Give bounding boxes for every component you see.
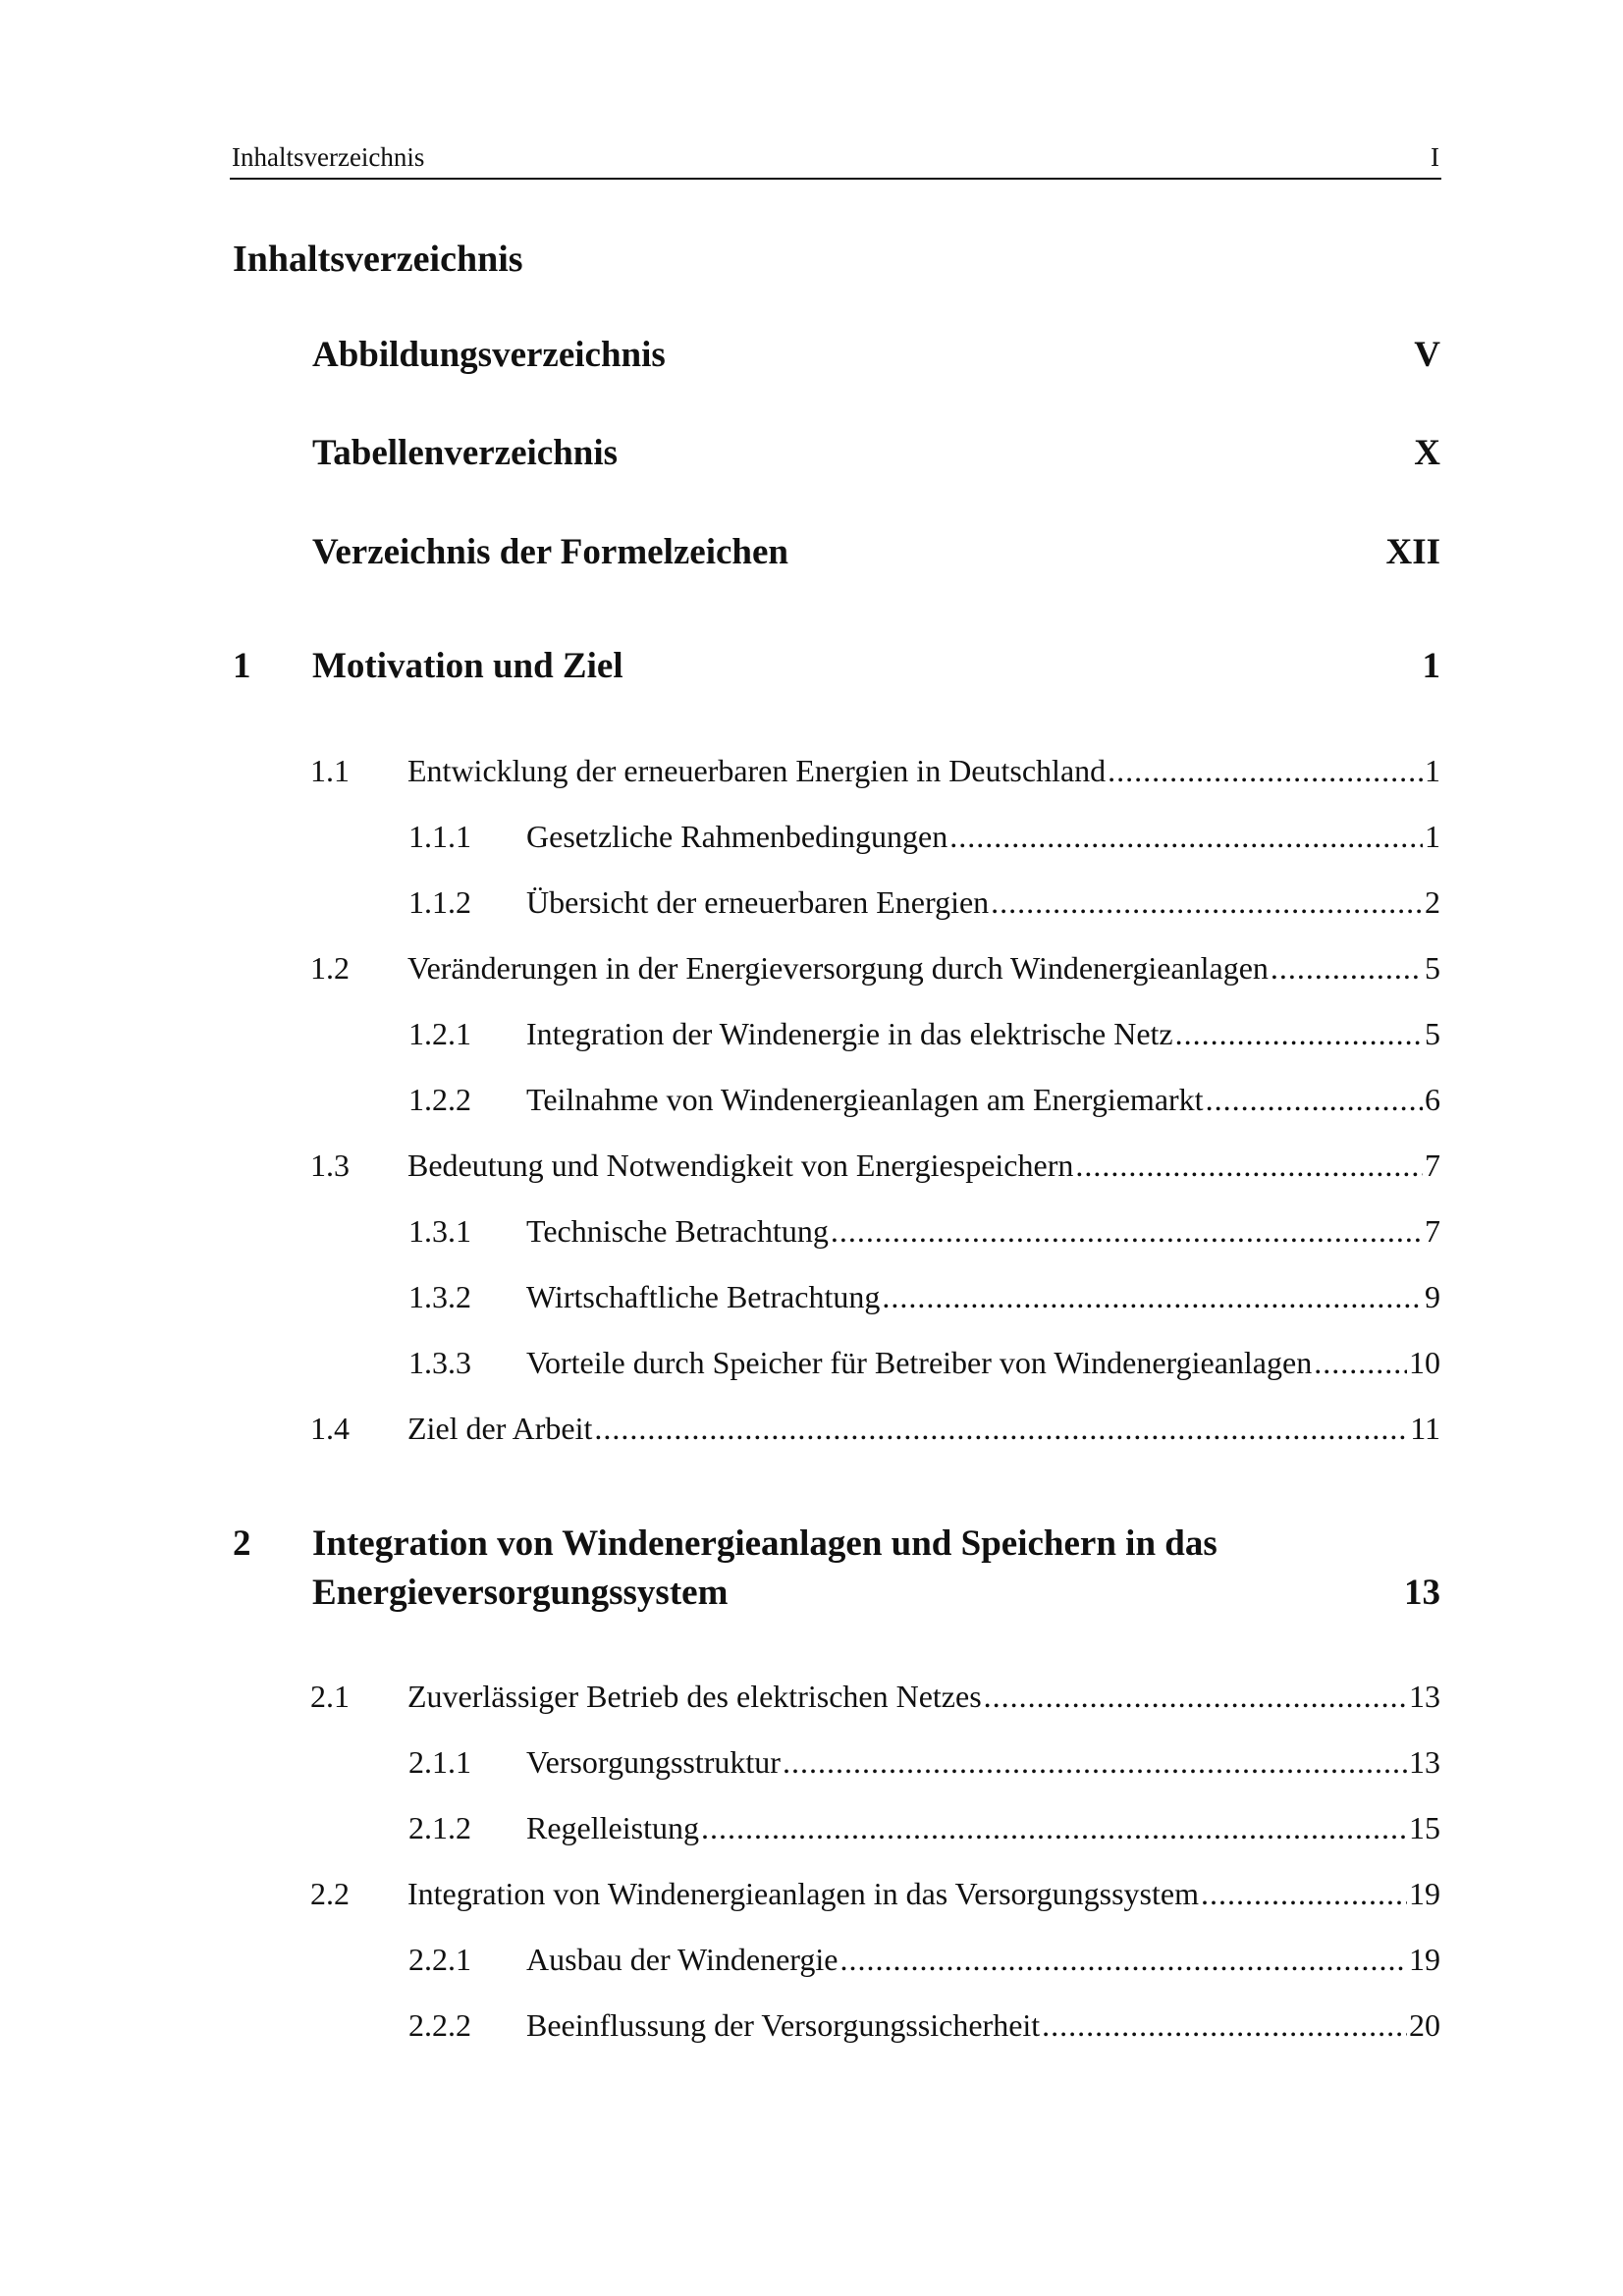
- toc-entry-number: 2.2: [310, 1876, 350, 1911]
- dot-leader: [1206, 1078, 1423, 1121]
- toc-entry-page: 9: [1425, 1279, 1440, 1314]
- toc-entry-page: 1: [1425, 819, 1440, 854]
- toc-subsection-entry[interactable]: [408, 2003, 1440, 2047]
- toc-entry-page: 7: [1425, 1148, 1440, 1183]
- toc-entry-text: Integration der Windenergie in das elektrische Netz: [526, 1016, 1173, 1051]
- toc-entry-text: Tabellenverzeichnis: [312, 433, 619, 473]
- dot-leader: [1075, 1144, 1423, 1187]
- toc-entry-page: 19: [1409, 1942, 1440, 1977]
- toc-subsection-entry[interactable]: [408, 815, 1440, 858]
- toc-entry-page: 1: [1425, 753, 1440, 788]
- dot-leader: [1271, 946, 1423, 989]
- chapter-title-line-2: Energieversorgungssystem: [312, 1573, 729, 1613]
- chapter-number: 1: [233, 646, 251, 686]
- dot-leader: [701, 1806, 1407, 1849]
- toc-entry-number: 2.2.2: [408, 2007, 471, 2043]
- dot-leader: [1314, 1341, 1407, 1384]
- toc-entry-text: Ausbau der Windenergie: [526, 1942, 839, 1977]
- toc-entry-text: Abbildungsverzeichnis: [312, 335, 666, 375]
- toc-entry-number: 1.2.1: [408, 1016, 471, 1051]
- toc-entry-page: 10: [1409, 1345, 1440, 1380]
- toc-entry-page: 15: [1409, 1810, 1440, 1845]
- chapter-page: 13: [1404, 1573, 1440, 1613]
- toc-section-entry[interactable]: [310, 1144, 1440, 1187]
- toc-subsection-entry[interactable]: [408, 1806, 1440, 1849]
- toc-entry-number: 1.2: [310, 950, 350, 986]
- toc-entry-text: Entwicklung der erneuerbaren Energien in Deutschland: [407, 753, 1107, 788]
- toc-entry-page: 13: [1409, 1679, 1440, 1714]
- toc-entry-text: Bedeutung und Notwendigkeit von Energiespeichern: [407, 1148, 1074, 1183]
- toc-entry-text: Teilnahme von Windenergieanlagen am Energiemarkt: [526, 1082, 1204, 1117]
- toc-entry-text: Regelleistung: [526, 1810, 699, 1845]
- toc-entry-text: Verzeichnis der Formelzeichen: [312, 532, 788, 572]
- dot-leader: [831, 1209, 1423, 1253]
- toc-subsection-entry[interactable]: [408, 1275, 1440, 1318]
- toc-entry-text: Integration von Windenergieanlagen in das Versorgungssystem: [407, 1876, 1199, 1911]
- chapter-page: 1: [1422, 646, 1440, 686]
- toc-section-entry[interactable]: [310, 946, 1440, 989]
- toc-entry-text: Technische Betrachtung: [526, 1213, 829, 1249]
- chapter-number: 2: [233, 1523, 251, 1564]
- toc-entry-number: 1.3.1: [408, 1213, 471, 1249]
- dot-leader: [1042, 2003, 1407, 2047]
- dot-leader: [949, 815, 1423, 858]
- toc-entry-number: 2.2.1: [408, 1942, 471, 1977]
- dot-leader: [984, 1675, 1407, 1718]
- toc-entry-text: Gesetzliche Rahmenbedingungen: [526, 819, 948, 854]
- toc-section-entry[interactable]: [310, 1872, 1440, 1915]
- dot-leader: [1175, 1012, 1423, 1055]
- toc-entry-text: Vorteile durch Speicher für Betreiber von Windenergieanlagen: [526, 1345, 1313, 1380]
- toc-entry-page: 6: [1425, 1082, 1440, 1117]
- dot-leader: [839, 1938, 1407, 1981]
- toc-entry-number: 2.1.2: [408, 1810, 471, 1845]
- toc-entry-number: 2.1: [310, 1679, 350, 1714]
- page-header: [230, 140, 1441, 180]
- toc-entry-page: X: [1414, 433, 1440, 473]
- toc-section-entry[interactable]: [310, 1675, 1440, 1718]
- toc-entry-page: 2: [1425, 884, 1440, 920]
- toc-entry-number: 1.3.2: [408, 1279, 471, 1314]
- toc-subsection-entry[interactable]: [408, 1341, 1440, 1384]
- toc-entry-page: 19: [1409, 1876, 1440, 1911]
- page-title: Inhaltsverzeichnis: [233, 239, 523, 280]
- toc-entry-page: 5: [1425, 1016, 1440, 1051]
- chapter-title-line-1: Integration von Windenergieanlagen und Speichern in das: [312, 1523, 1217, 1564]
- dot-leader: [1108, 749, 1423, 792]
- chapter-title: Motivation und Ziel: [312, 646, 623, 686]
- page-number: I: [1431, 142, 1439, 172]
- toc-entry-number: 1.4: [310, 1411, 350, 1446]
- toc-entry-text: Versorgungsstruktur: [526, 1744, 781, 1780]
- toc-entry-page: 20: [1409, 2007, 1440, 2043]
- dot-leader: [882, 1275, 1423, 1318]
- toc-entry-number: 1.1.2: [408, 884, 471, 920]
- toc-subsection-entry[interactable]: [408, 1740, 1440, 1784]
- toc-entry-text: Beeinflussung der Versorgungssicherheit: [526, 2007, 1041, 2043]
- toc-subsection-entry[interactable]: [408, 881, 1440, 924]
- toc-subsection-entry[interactable]: [408, 1012, 1440, 1055]
- toc-entry-page: 13: [1409, 1744, 1440, 1780]
- toc-subsection-entry[interactable]: [408, 1938, 1440, 1981]
- toc-entry-text: Ziel der Arbeit: [407, 1411, 593, 1446]
- dot-leader: [991, 881, 1423, 924]
- toc-entry-number: 1.2.2: [408, 1082, 471, 1117]
- toc-entry-page: V: [1414, 335, 1440, 375]
- toc-entry-number: 1.1.1: [408, 819, 471, 854]
- toc-entry-page: 7: [1425, 1213, 1440, 1249]
- toc-entry-number: 2.1.1: [408, 1744, 471, 1780]
- toc-subsection-entry[interactable]: [408, 1209, 1440, 1253]
- toc-entry-page: XII: [1385, 532, 1440, 572]
- dot-leader: [594, 1407, 1408, 1450]
- toc-section-entry[interactable]: [310, 749, 1440, 792]
- toc-entry-text: Übersicht der erneuerbaren Energien: [526, 884, 990, 920]
- dot-leader: [783, 1740, 1407, 1784]
- toc-entry-page: 11: [1410, 1411, 1440, 1446]
- toc-subsection-entry[interactable]: [408, 1078, 1440, 1121]
- toc-entry-number: 1.1: [310, 753, 350, 788]
- toc-entry-page: 5: [1425, 950, 1440, 986]
- toc-section-entry[interactable]: [310, 1407, 1440, 1450]
- toc-entry-number: 1.3: [310, 1148, 350, 1183]
- toc-entry-text: Zuverlässiger Betrieb des elektrischen Netzes: [407, 1679, 982, 1714]
- running-title: Inhaltsverzeichnis: [232, 142, 425, 172]
- toc-entry-text: Wirtschaftliche Betrachtung: [526, 1279, 881, 1314]
- toc-entry-text: Veränderungen in der Energieversorgung durch Windenergieanlagen: [407, 950, 1269, 986]
- toc-entry-number: 1.3.3: [408, 1345, 471, 1380]
- dot-leader: [1201, 1872, 1407, 1915]
